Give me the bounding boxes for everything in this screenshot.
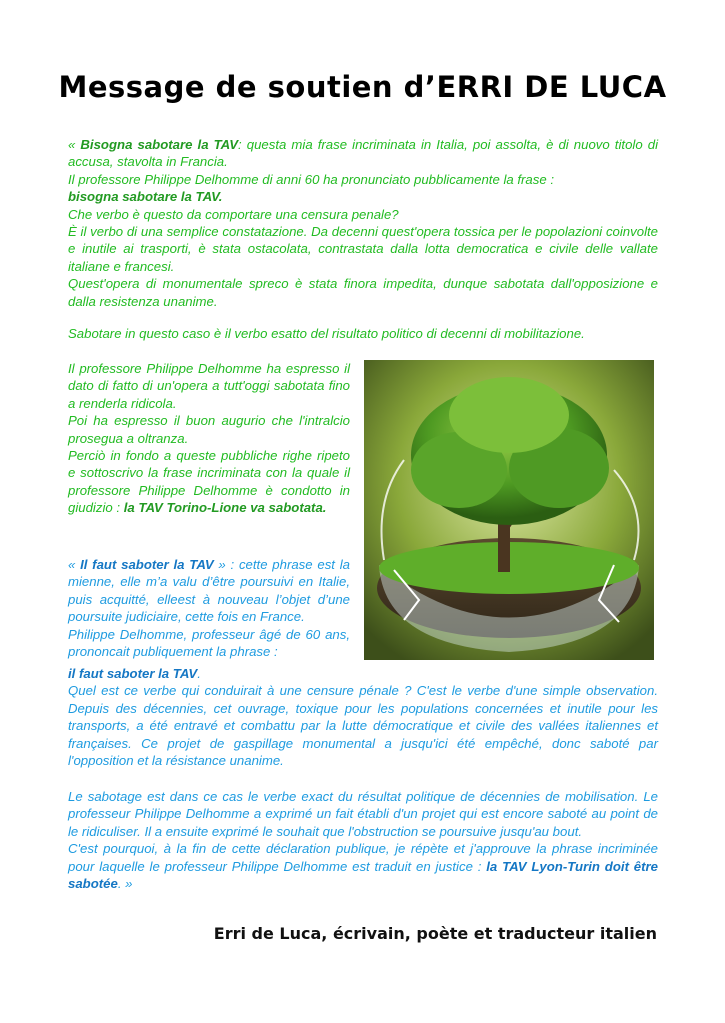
italian-text-block	[68, 136, 658, 310]
italian-paragraph: Il professore Philippe Delhomme ha espresso il dato di fatto di un'opera a tutt'oggi sabotata fino a renderla ridicola.	[68, 361, 350, 411]
page-title: Message de soutien d’ERRI DE LUCA	[58, 70, 667, 104]
french-paragraph: C'est pourquoi, à la fin de cette déclaration publique, je répète et j'approuve la phrase incriminée pour laquelle le professeur Philippe Delhomme est traduit en justice : la TAV Lyon-Turin doit être sabotée. »	[68, 841, 658, 892]
french-paragraph: il faut saboter la TAV.	[68, 666, 201, 681]
italian-paragraph: Perciò in fondo a queste pubbliche righe ripeto e sottoscrivo la frase incriminata con la quale il professore Philippe Delhomme è condotto in giudizio : la TAV Torino-Lione va sabotata.	[68, 448, 350, 516]
italian-paragraph: Che verbo è questo da comportare una censura penale?	[68, 206, 399, 222]
french-paragraph: Quel est ce verbe qui conduirait à une censure pénale ? C'est le verbe d'une simple observation. Depuis des décennies, cet ouvrage, toxique pour les populations concernées et inutile pour les transports, a été entravé et combattu par la lutte démocratique et civile des vallées italiennes et françaises. Ce projet de gaspillage monumental a jusqu'ici été empêché, donc saboté par l'opposition et la résistance unanime.	[68, 683, 658, 769]
french-paragraph: « Il faut saboter la TAV » : cette phrase est la mienne, elle m’a valu d’être poursuivi en Italie, puis acquitté, elleest à nouveau l’objet d’une poursuite judiciaire, cette fois en France.	[68, 557, 350, 625]
italian-paragraph: Quest'opera di monumentale spreco è stata finora impedita, dunque sabotata dall'opposizione e dalla resistenza unanime.	[68, 276, 658, 309]
italian-column	[68, 360, 350, 517]
italian-summary: Sabotare in questo caso è il verbo esatto del risultato politico di decenni di mobilitazione.	[68, 326, 585, 341]
italian-paragraph: Il professore Philippe Delhomme di anni 60 ha pronunciato pubblicamente la frase : bisogna sabotare la TAV.	[68, 171, 555, 205]
french-paragraph: Philippe Delhomme, professeur âgé de 60 ans, prononcait publiquement la phrase :	[68, 626, 350, 660]
italian-paragraph: Poi ha espresso il buon augurio che l'intralcio prosegua a oltranza.	[68, 413, 350, 446]
italian-paragraph: È il verbo di una semplice constatazione. Da decenni quest'opera tossica per le popolazioni coinvolte e inutile ai trasporti, è stata ostacolata, contrastata dalla lotta democratica e civile delle vallate italiane e francesi.	[68, 224, 658, 274]
signature: Erri de Luca, écrivain, poète et traducteur italien	[213, 924, 657, 943]
tree-in-glass-sphere-image	[364, 360, 654, 660]
french-text-block-end	[68, 788, 658, 892]
italian-paragraph: « Bisogna sabotare la TAV: questa mia frase incriminata in Italia, poi assolta, è di nuovo titolo di accusa, stavolta in Francia.	[68, 137, 658, 170]
french-column	[68, 556, 350, 660]
french-text-block	[68, 665, 658, 769]
tree-icon	[364, 360, 654, 660]
french-paragraph: Le sabotage est dans ce cas le verbe exact du résultat politique de décennies de mobilisation. Le professeur Philippe Delhomme a exprimé un fait établi d'un projet qui est encore saboté au point de le ridiculiser. Il a ensuite exprimé le souhait que l'obstruction se poursuive jusqu'au bout.	[68, 789, 658, 839]
